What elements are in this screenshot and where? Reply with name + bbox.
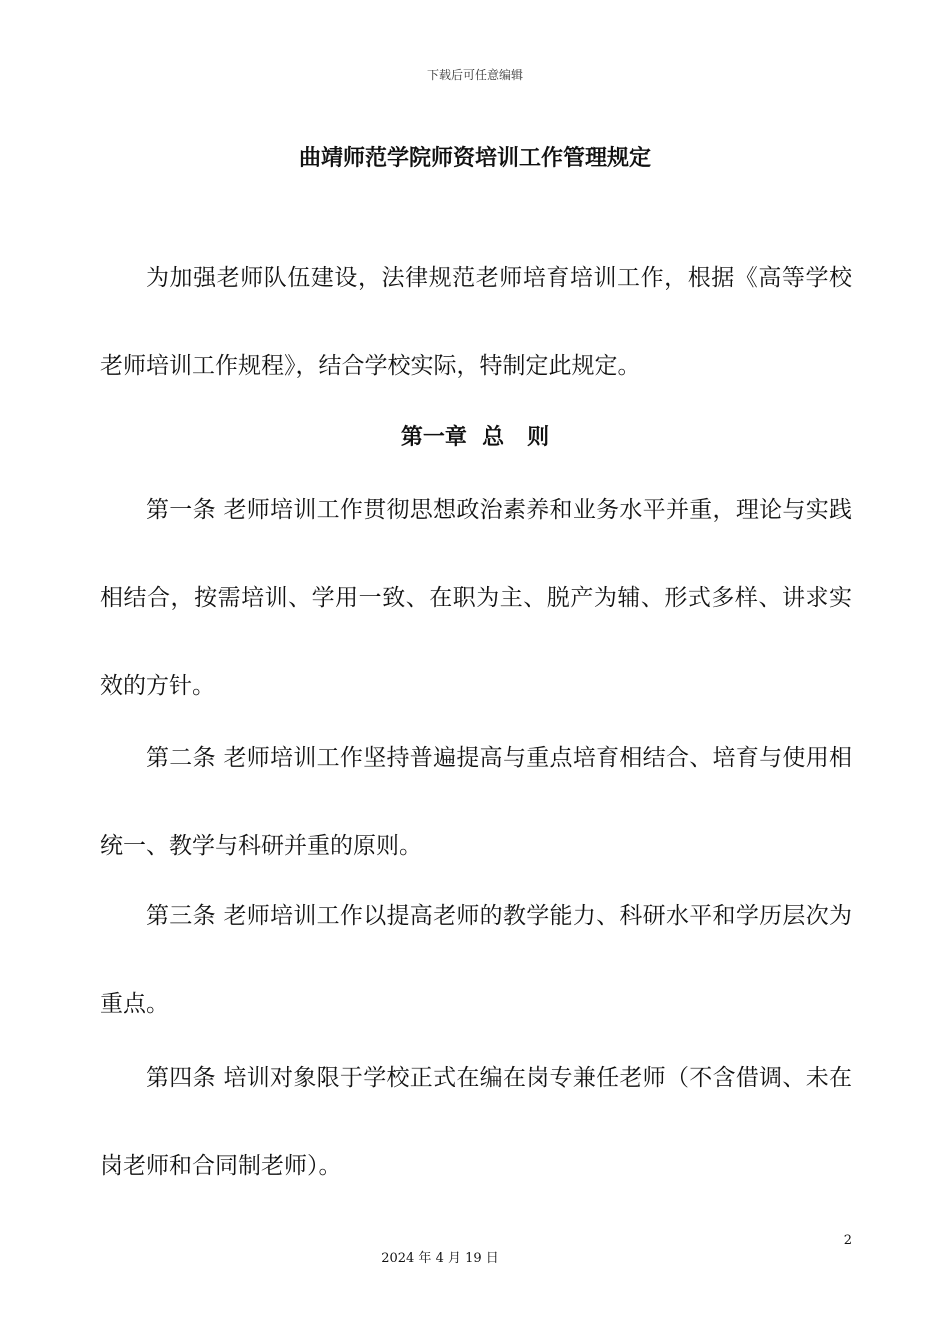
header-note: 下载后可任意编辑 [426,68,523,82]
footer-date: 2024 年 4 月 19 日 [381,1251,499,1266]
document-title: 曲靖师范学院师资培训工作管理规定 [298,146,651,171]
chapter-heading: 第一章 总 则 [400,425,550,450]
intro-paragraph: 为加强老师队伍建设，法律规范老师培育培训工作，根据《高等学校老师培训工作规程》，结合学校实际，特制定此规定。 [100,265,852,379]
article-1: 第一条 老师培训工作贯彻思想政治素养和业务水平并重，理论与实践相结合，按需培训、学用一致、在职为主、脱产为辅、形式多样、讲求实效的方针。 [100,497,852,699]
article-3: 第三条 老师培训工作以提高老师的教学能力、科研水平和学历层次为重点。 [100,903,852,1017]
article-4: 第四条 培训对象限于学校正式在编在岗专兼任老师（不含借调、未在岗老师和合同制老师）。 [100,1065,852,1179]
page-number: 2 [843,1233,852,1248]
article-2: 第二条 老师培训工作坚持普遍提高与重点培育相结合、培育与使用相统一、教学与科研并重的原则。 [100,745,852,859]
